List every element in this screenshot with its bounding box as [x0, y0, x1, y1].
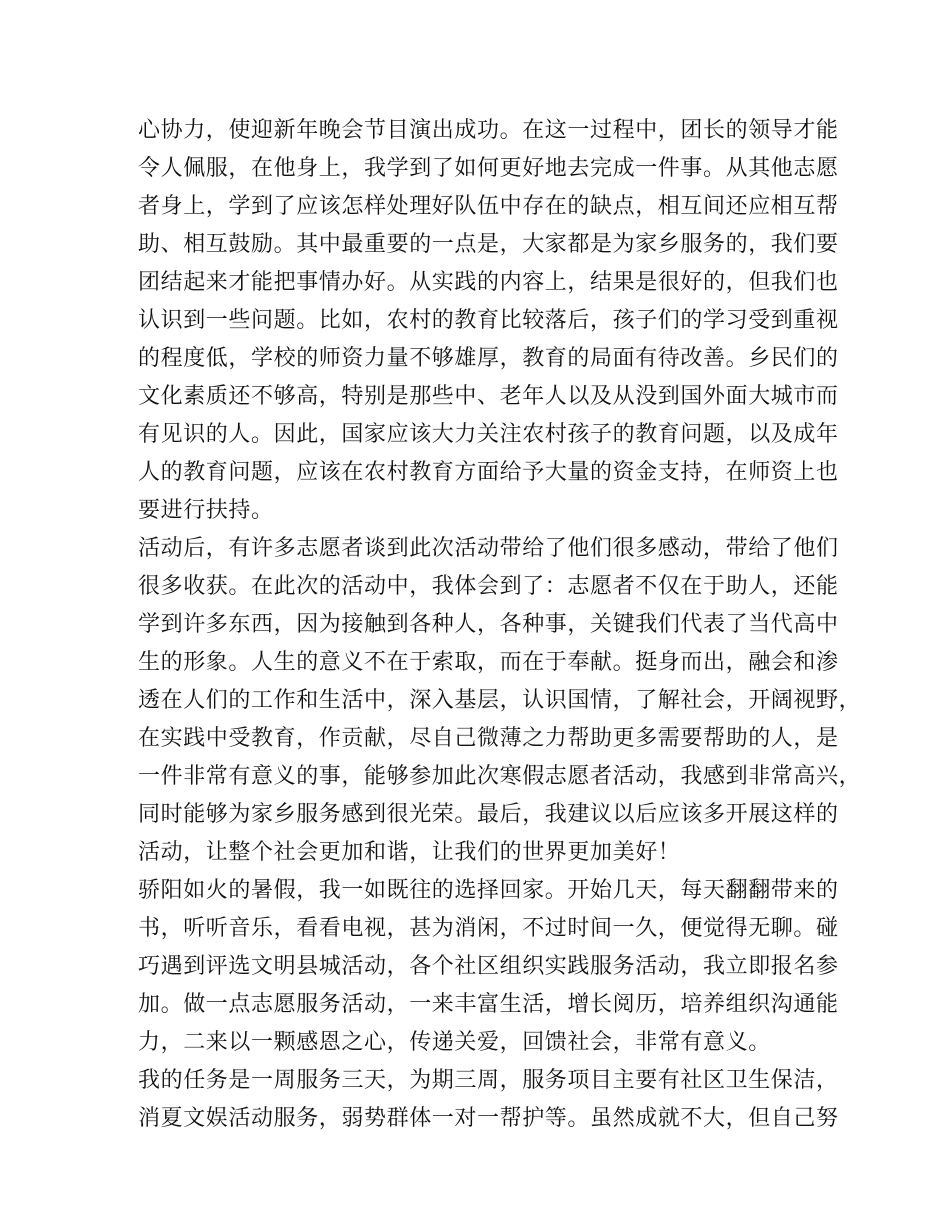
- text-line: 我的任务是一周服务三天，为期三周，服务项目主要有社区卫生保洁，: [138, 1068, 839, 1093]
- text-line: 学到许多东西，因为接触到各种人，各种事，关键我们代表了当代高中: [138, 612, 839, 637]
- text-line: 令人佩服，在他身上，我学到了如何更好地去完成一件事。从其他志愿: [138, 156, 839, 181]
- text-line: 活动，让整个社会更加和谐，让我们的世界更加美好！: [138, 840, 681, 865]
- text-line: 人的教育问题，应该在农村教育方面给予大量的资金支持，在师资上也: [138, 460, 839, 485]
- text-line: 一件非常有意义的事，能够参加此次寒假志愿者活动，我感到非常高兴，: [138, 764, 862, 789]
- text-line: 者身上，学到了应该怎样处理好队伍中存在的缺点，相互间还应相互帮: [138, 194, 839, 219]
- text-line: 在实践中受教育，作贡献，尽自己微薄之力帮助更多需要帮助的人，是: [138, 726, 839, 751]
- text-line: 生的形象。人生的意义不在于索取，而在于奉献。挺身而出，融会和渗: [138, 650, 839, 675]
- text-line: 团结起来才能把事情办好。从实践的内容上，结果是很好的，但我们也: [138, 270, 839, 295]
- text-line: 认识到一些问题。比如，农村的教育比较落后，孩子们的学习受到重视: [138, 308, 839, 333]
- text-line: 有见识的人。因此，国家应该大力关注农村孩子的教育问题，以及成年: [138, 422, 839, 447]
- body-text: [138, 112, 862, 1138]
- text-line: 同时能够为家乡服务感到很光荣。最后，我建议以后应该多开展这样的: [138, 802, 839, 827]
- text-line: 的程度低，学校的师资力量不够雄厚，教育的局面有待改善。乡民们的: [138, 346, 839, 371]
- text-line: 骄阳如火的暑假，我一如既往的选择回家。开始几天，每天翻翻带来的: [138, 878, 839, 903]
- text-line: 消夏文娱活动服务，弱势群体一对一帮护等。虽然成就不大，但自己努: [138, 1106, 839, 1131]
- text-line: 心协力，使迎新年晚会节目演出成功。在这一过程中，团长的领导才能: [138, 118, 839, 143]
- text-line: 要进行扶持。: [138, 498, 274, 523]
- text-line: 很多收获。在此次的活动中，我体会到了：志愿者不仅在于助人，还能: [138, 574, 839, 599]
- text-line: 力，二来以一颗感恩之心，传递关爱，回馈社会，非常有意义。: [138, 1030, 771, 1055]
- text-line: 加。做一点志愿服务活动，一来丰富生活，增长阅历，培养组织沟通能: [138, 992, 839, 1017]
- text-line: 巧遇到评选文明县城活动，各个社区组织实践服务活动，我立即报名参: [138, 954, 839, 979]
- text-line: 助、相互鼓励。其中最重要的一点是，大家都是为家乡服务的，我们要: [138, 232, 839, 257]
- text-line: 透在人们的工作和生活中，深入基层，认识国情，了解社会，开阔视野，: [138, 688, 862, 713]
- text-line: 文化素质还不够高，特别是那些中、老年人以及从没到国外面大城市而: [138, 384, 839, 409]
- text-line: 书，听听音乐，看看电视，甚为消闲，不过时间一久，便觉得无聊。碰: [138, 916, 839, 941]
- text-line: 活动后，有许多志愿者谈到此次活动带给了他们很多感动，带给了他们: [138, 536, 839, 561]
